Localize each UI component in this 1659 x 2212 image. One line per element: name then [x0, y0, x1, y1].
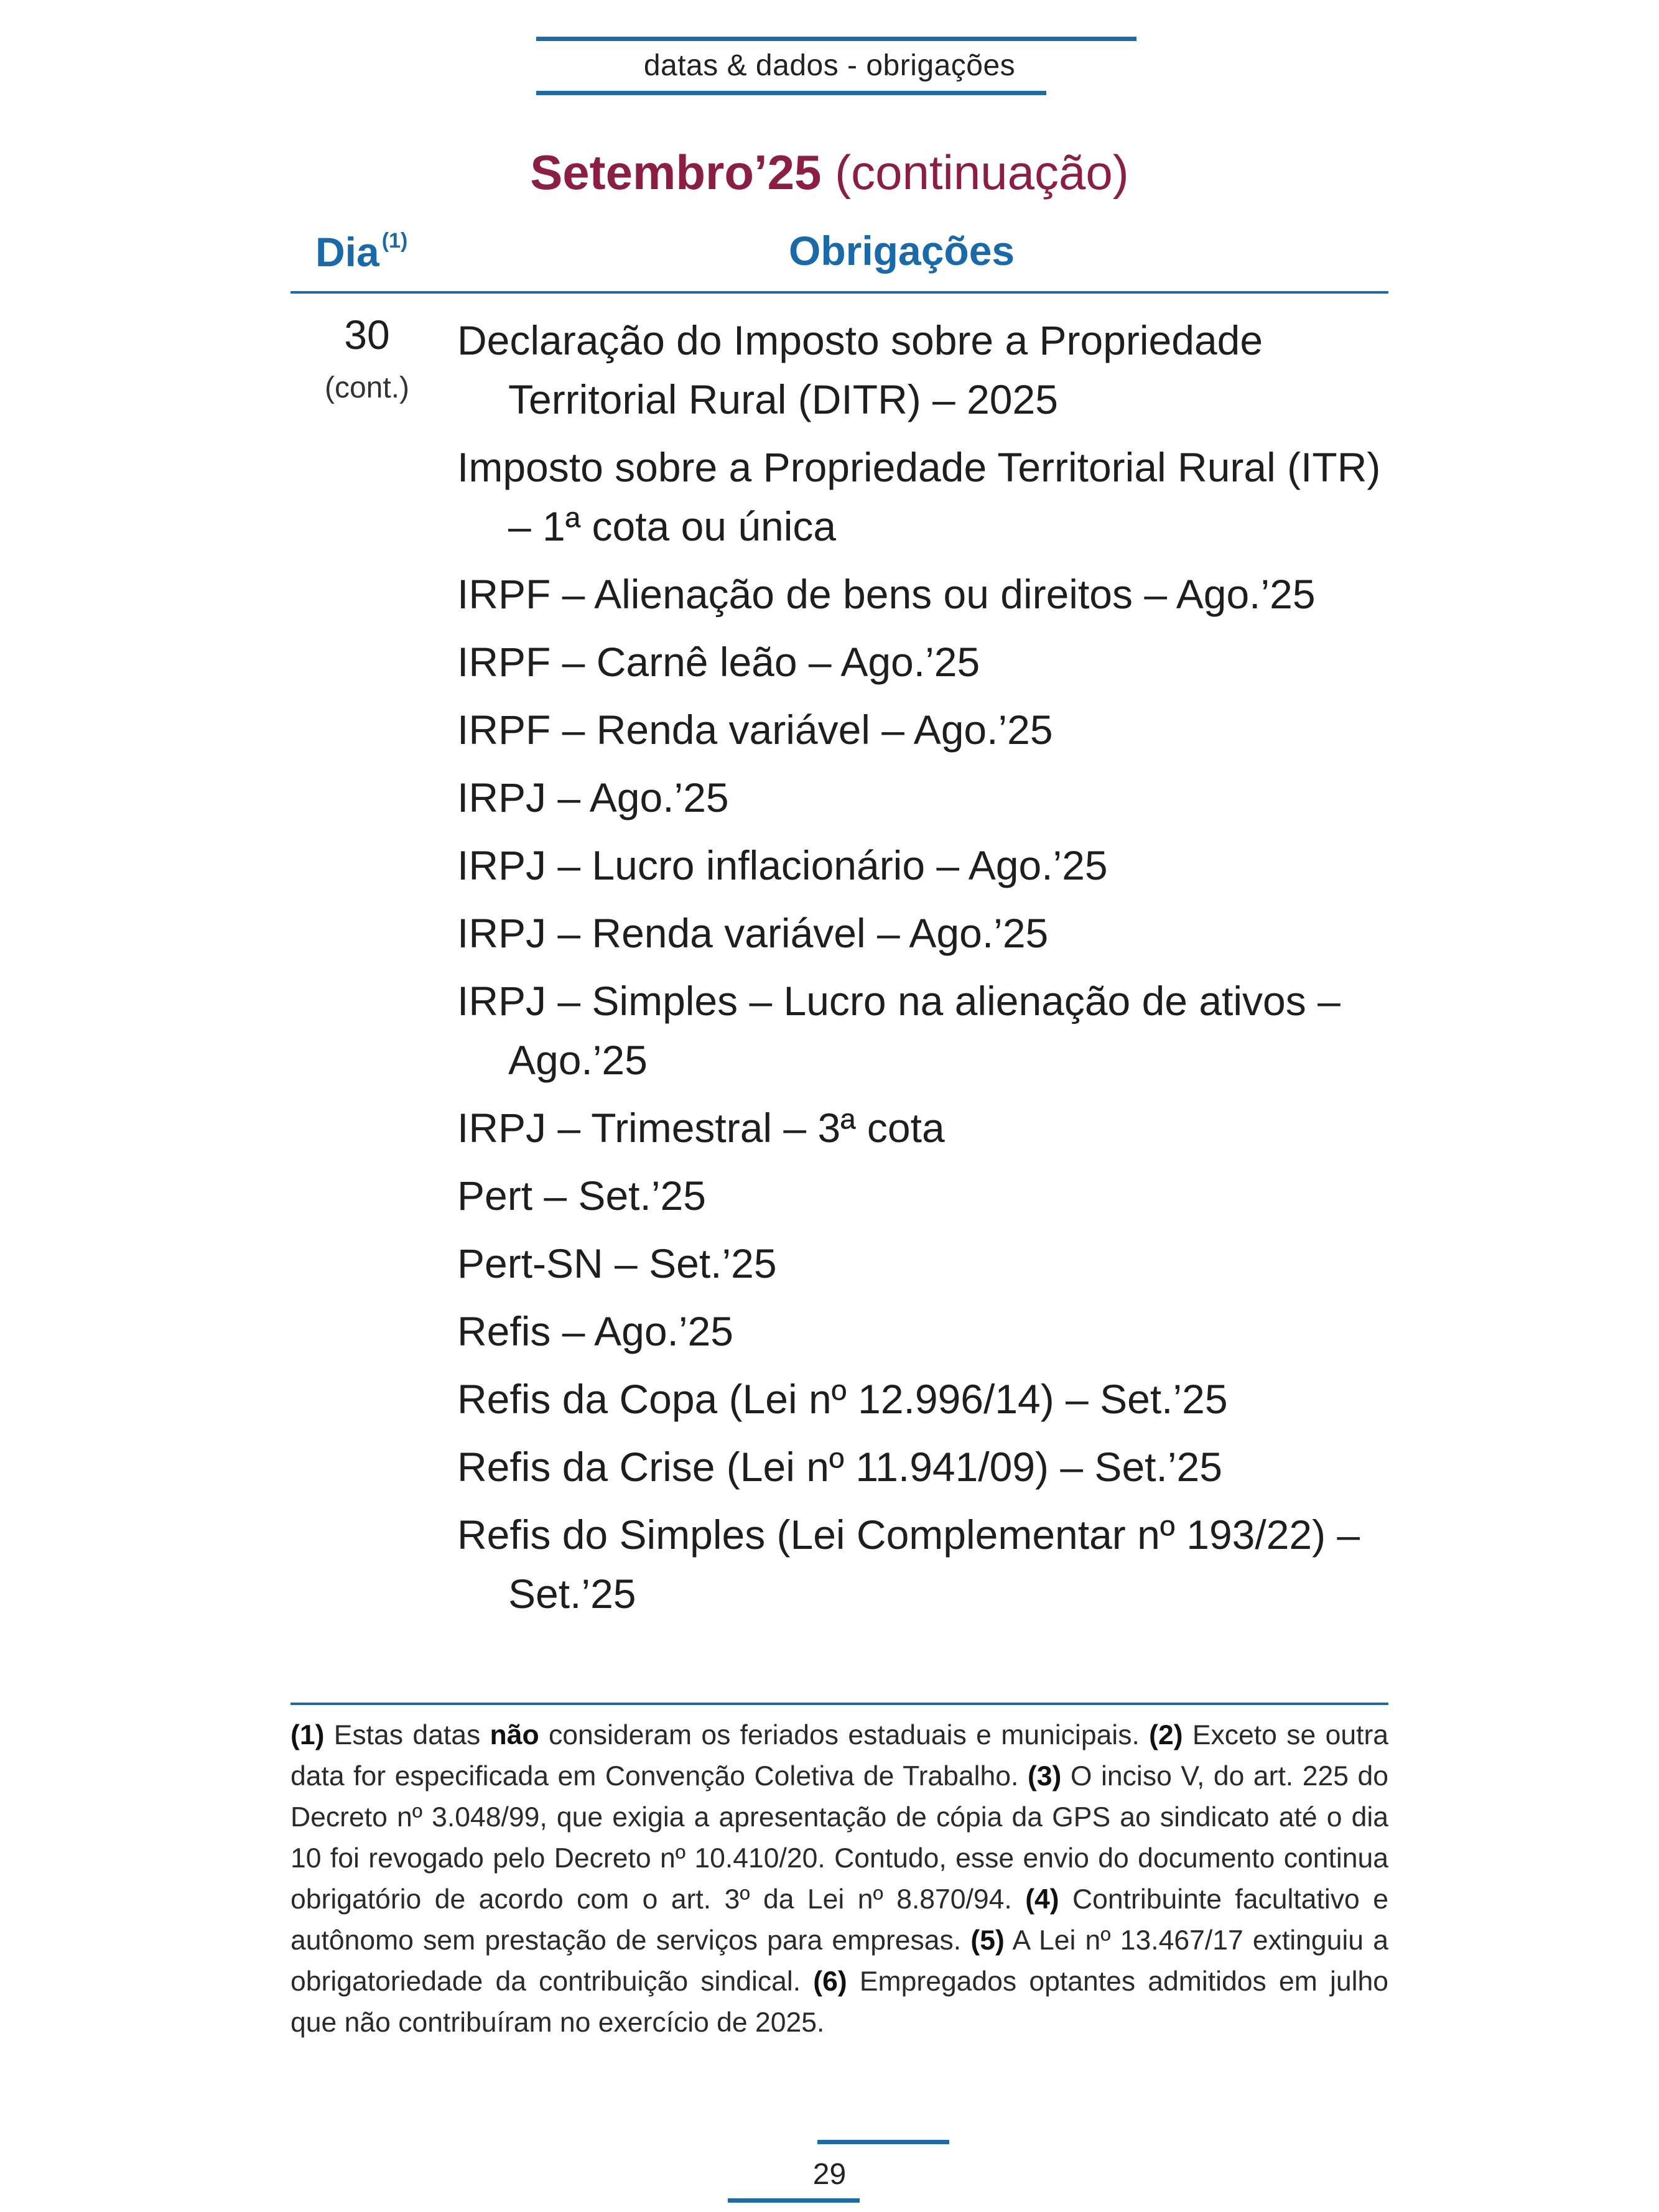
footnote-text: Exceto se outra data for especificada em Convenção Coletiva de Trabalho.	[290, 1720, 1389, 1791]
footnote-emphasis: não	[490, 1720, 539, 1750]
title-month: Setembro’25	[530, 145, 822, 200]
column-header-day-label: Dia	[315, 229, 379, 275]
obligation-item: Refis da Copa (Lei nº 12.996/14) – Set.’25	[457, 1376, 1228, 1422]
footnote-number: (1)	[290, 1720, 325, 1750]
footnote-text: Estas datas	[324, 1720, 490, 1750]
page-title	[0, 145, 1659, 200]
footnote-text: O inciso V, do art. 225 do Decreto nº 3.048/99, que exigia a apresentação de cópia da GPS ao sindicato até o dia 10 foi revogado pelo Decreto nº 10.410/20. Contudo, esse envio do documento continua obrigatório de acordo com o art. 3º da Lei nº 8.870/94.	[290, 1761, 1388, 1915]
footnote-number: (4)	[1025, 1884, 1059, 1915]
header-rule-bottom	[536, 91, 1046, 95]
header-rule-top	[536, 37, 1136, 41]
obligation-item: IRPJ – Lucro inflacionário – Ago.’25	[457, 842, 1108, 888]
obligation-item: Pert-SN – Set.’25	[457, 1240, 777, 1286]
obligation-item: Imposto sobre a Propriedade Territorial Rural (ITR) – 1ª cota ou única	[457, 444, 1381, 549]
obligations-list	[457, 311, 1409, 1632]
footnote-text: Empregados optantes admitidos em julho que não contribuíram no exercício de 2025.	[290, 1966, 1388, 2038]
obligation-item: Refis da Crise (Lei nº 11.941/09) – Set.’25	[457, 1444, 1222, 1490]
footnote-number: (2)	[1149, 1720, 1183, 1750]
obligation-item: IRPJ – Ago.’25	[457, 774, 729, 820]
obligation-item: Pert – Set.’25	[457, 1173, 706, 1219]
obligation-item: Refis do Simples (Lei Complementar nº 193/22) – Set.’25	[457, 1512, 1360, 1617]
day-number: 30	[344, 312, 390, 358]
obligation-item: IRPF – Carnê leão – Ago.’25	[457, 639, 980, 685]
footnote-number: (6)	[813, 1966, 847, 1997]
obligation-item: Refis – Ago.’25	[457, 1308, 733, 1354]
obligation-item: IRPF – Renda variável – Ago.’25	[457, 707, 1053, 753]
page-number-rule-bottom	[728, 2198, 860, 2203]
page-number-rule-top	[817, 2140, 949, 2144]
obligation-item: IRPJ – Renda variável – Ago.’25	[457, 910, 1049, 956]
footnote-ref-1: (1)	[381, 229, 408, 253]
footnote-text: A Lei nº 13.467/17 extinguiu a obrigatoriedade da contribuição sindical.	[290, 1925, 1388, 1997]
obligation-item: IRPJ – Trimestral – 3ª cota	[457, 1105, 945, 1151]
column-header-day	[315, 229, 408, 275]
footnote-text: consideram os feriados estaduais e municipais.	[539, 1720, 1150, 1750]
footnote-number: (3)	[1027, 1761, 1062, 1791]
column-header-obligations: Obrigações	[789, 228, 1015, 274]
day-continuation-note: (cont.)	[324, 371, 410, 404]
obligation-item: IRPF – Alienação de bens ou direitos – Ago.’25	[457, 571, 1316, 617]
title-continuation: (continuação)	[835, 145, 1129, 200]
section-header: datas & dados - obrigações	[643, 49, 1016, 82]
footnote-text: Contribuinte facultativo e autônomo sem prestação de serviços para empresas.	[290, 1884, 1388, 1956]
footnotes	[290, 1715, 1388, 2043]
obligation-item: IRPJ – Simples – Lucro na alienação de ativos – Ago.’25	[457, 978, 1341, 1083]
footnotes-rule	[290, 1703, 1388, 1705]
obligation-item: Declaração do Imposto sobre a Propriedade Territorial Rural (DITR) – 2025	[457, 317, 1263, 422]
page-number: 29	[812, 2158, 847, 2191]
footnote-number: (5)	[970, 1925, 1005, 1956]
table-header-rule	[290, 291, 1388, 294]
